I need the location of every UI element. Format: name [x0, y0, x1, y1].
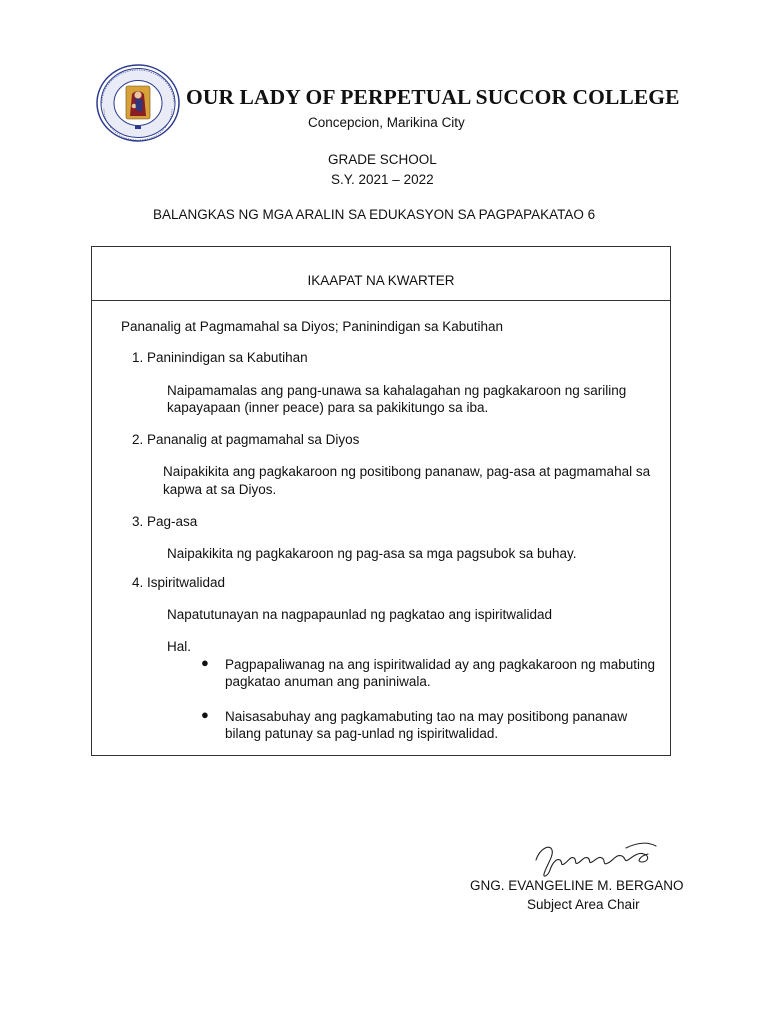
example-1-line-1: Pagpapaliwanag na ang ispiritwalidad ay ang pagkakaroon ng mabuting — [225, 657, 656, 672]
example-2-line-2: bilang patunay sa pag-unlad ng ispiritwalidad. — [225, 726, 499, 741]
topic-3-description-line-1: Naipakikita ng pagkakaroon ng pag-asa sa mga pagsubok sa buhay. — [167, 546, 577, 561]
college-address: Concepcion, Marikina City — [308, 115, 465, 130]
bullet-icon: ● — [201, 707, 209, 722]
school-year: S.Y. 2021 – 2022 — [331, 172, 434, 187]
bullet-icon: ● — [201, 655, 209, 670]
example-2-line-1: Naisasabuhay ang pagkamabuting tao na may positibong pananaw — [225, 709, 628, 724]
signature-image — [530, 836, 662, 880]
topic-1-title: 1. Paninindigan sa Kabutihan — [132, 350, 308, 365]
signer-name: GNG. EVANGELINE M. BERGANO — [470, 878, 684, 893]
example-label: Hal. — [167, 639, 192, 654]
topic-2-description-line-2: kapwa at sa Diyos. — [163, 482, 277, 497]
college-name: OUR LADY OF PERPETUAL SUCCOR COLLEGE — [186, 85, 680, 109]
quarter-heading: IKAAPAT NA KWARTER — [307, 273, 455, 288]
topic-2-title: 2. Pananalig at pagmamahal sa Diyos — [132, 432, 360, 447]
topic-3-title: 3. Pag-asa — [132, 514, 198, 529]
department-label: GRADE SCHOOL — [328, 152, 437, 167]
topic-4-title: 4. Ispiritwalidad — [132, 575, 226, 590]
school-seal-logo — [96, 64, 180, 142]
signer-title: Subject Area Chair — [527, 897, 640, 912]
table-header — [92, 247, 670, 301]
curriculum-table — [91, 246, 671, 756]
topic-4-description-line-1: Napatutunayan na nagpapaunlad ng pagkatao ang ispiritwalidad — [167, 607, 553, 622]
topic-1-description-line-2: kapayapaan (inner peace) para sa pakikitungo sa iba. — [167, 400, 489, 415]
topic-2-description-line-1: Naipakikita ang pagkakaroon ng positibong pananaw, pag-asa at pagmamahal sa — [163, 464, 651, 479]
example-1-line-2: pagkatao anuman ang paniniwala. — [225, 674, 431, 689]
table-theme: Pananalig at Pagmamahal sa Diyos; Paninindigan sa Kabutihan — [121, 319, 504, 334]
topic-1-description-line-1: Naipamamalas ang pang-unawa sa kahalagahan ng pagkakaroon ng sariling — [167, 383, 627, 398]
outline-title: BALANGKAS NG MGA ARALIN SA EDUKASYON SA PAGPAPAKATAO 6 — [153, 207, 596, 222]
